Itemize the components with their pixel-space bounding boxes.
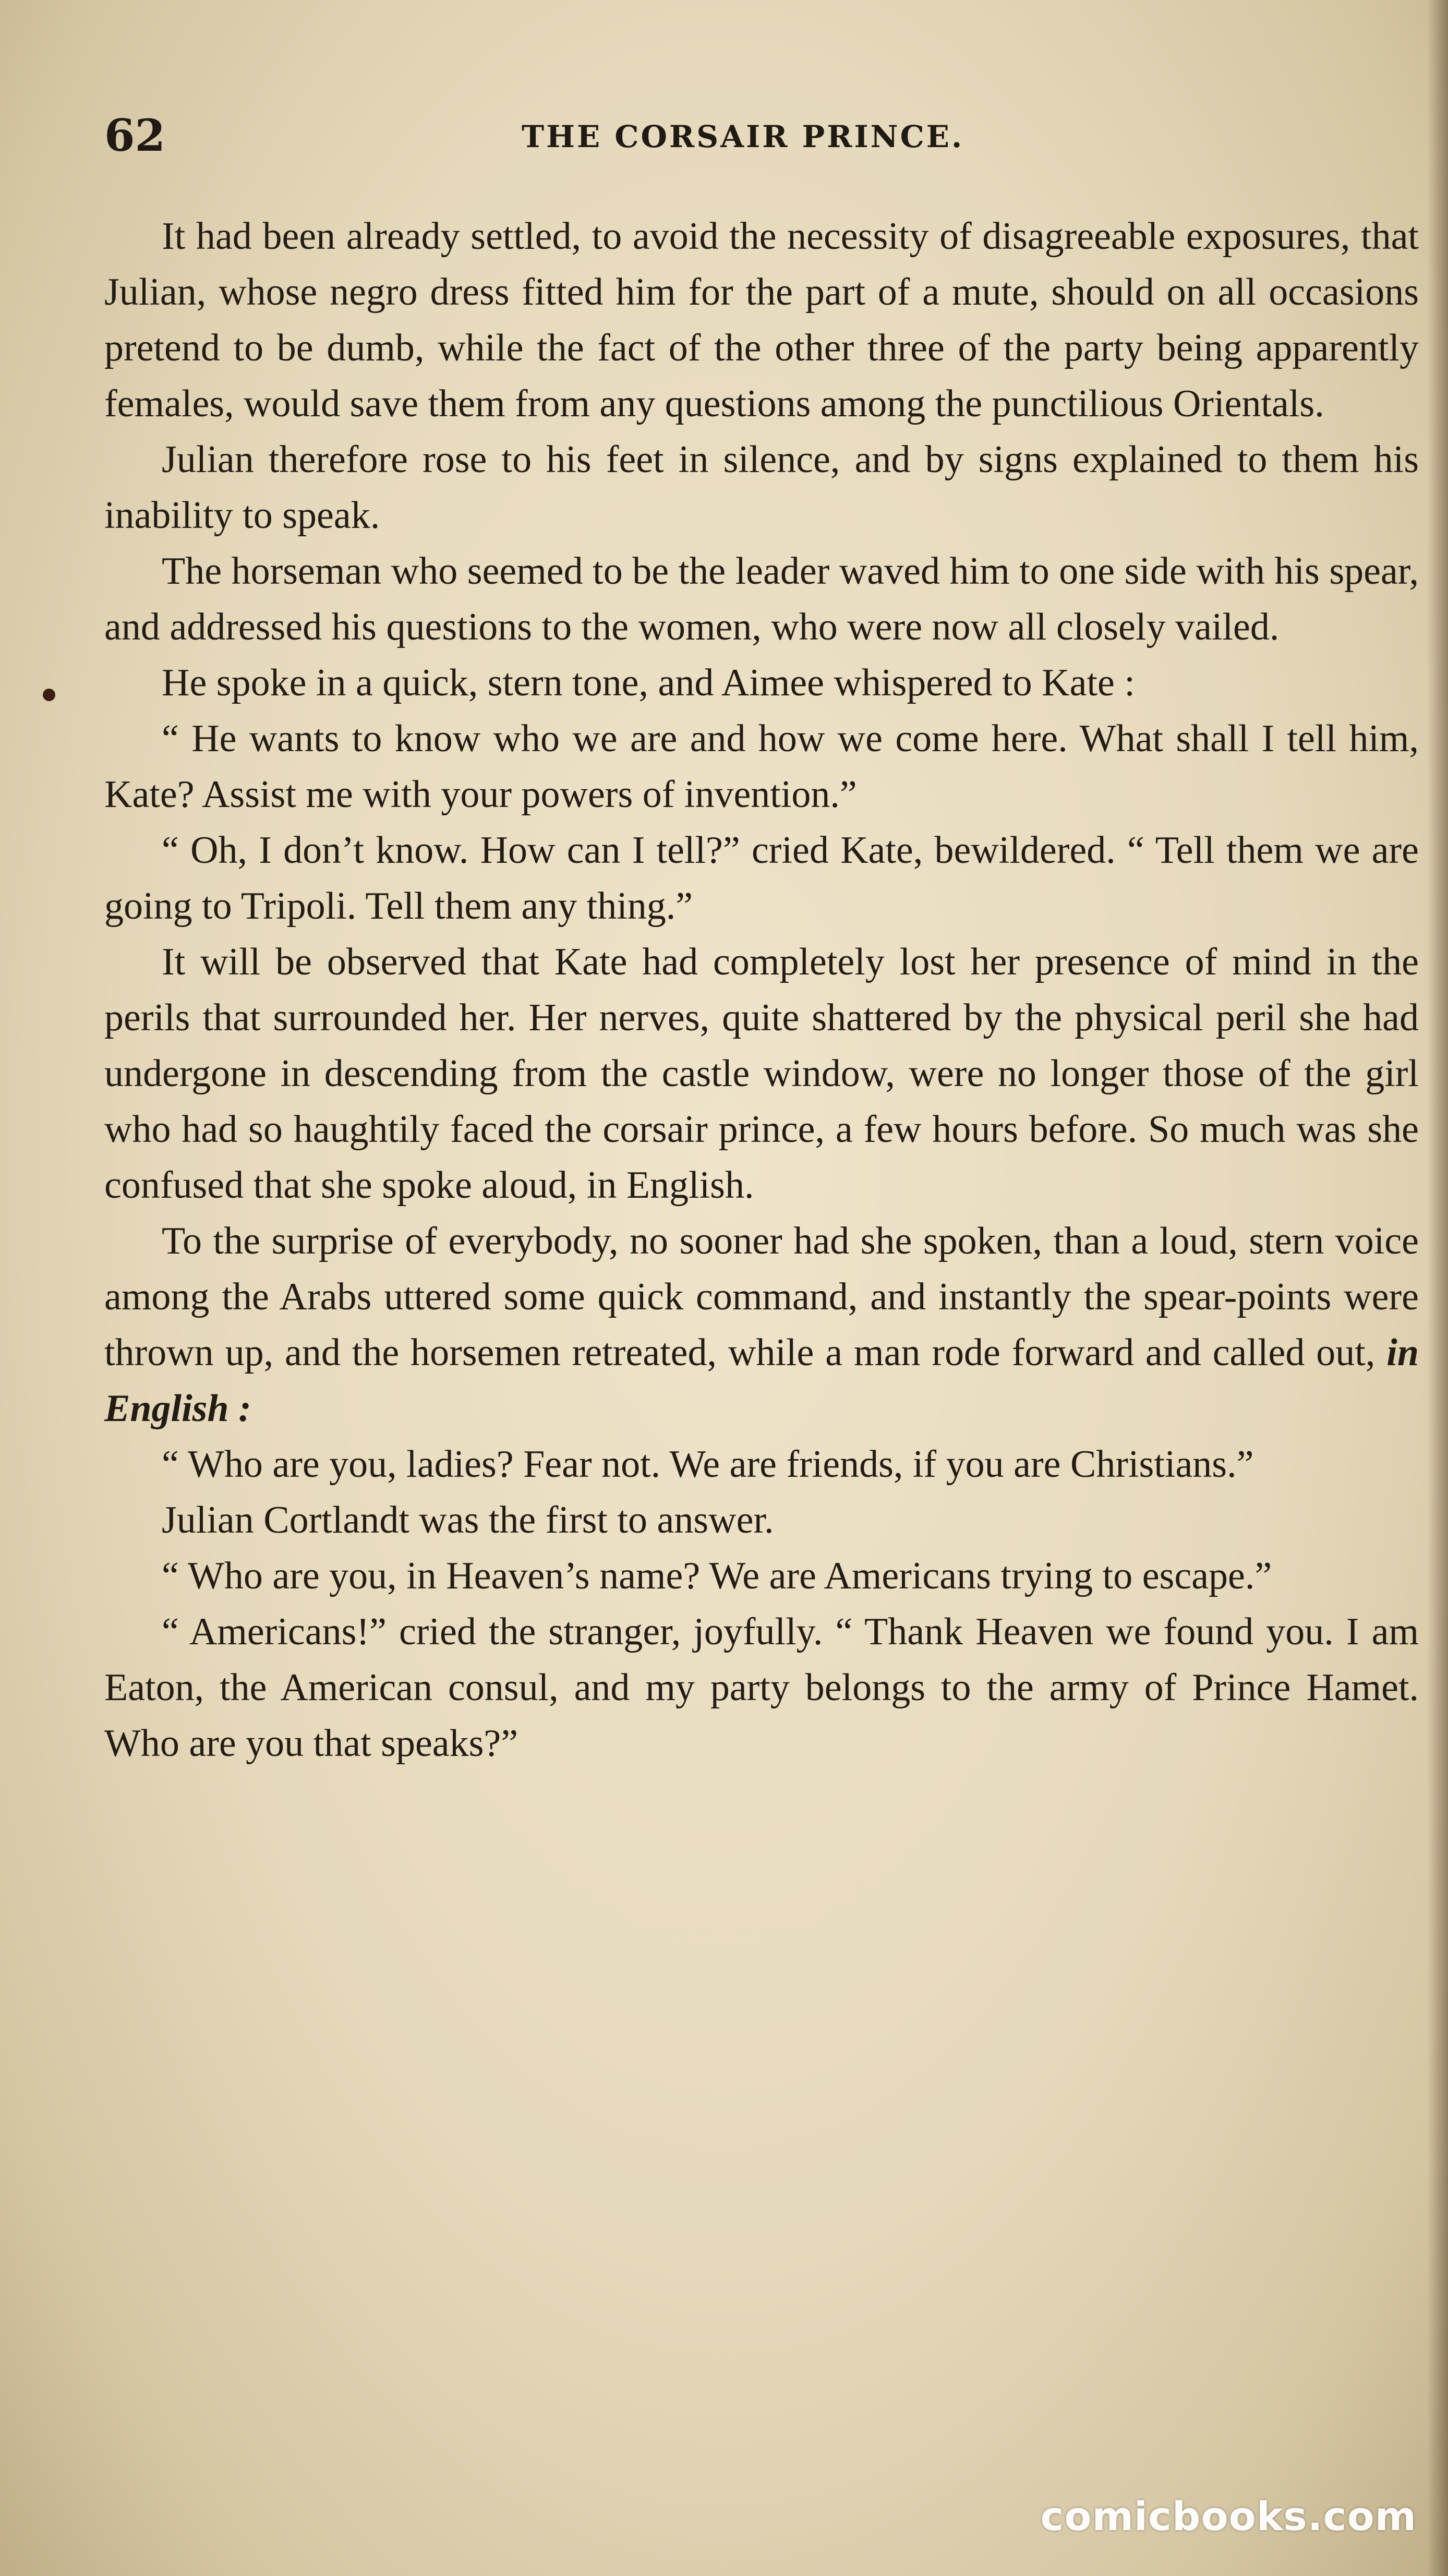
paragraph-5: “ He wants to know who we are and how we come here. What shall I tell him, Kate? Assist me with your powers of invention.” [104, 717, 1419, 816]
paragraph-10: Julian Cortlandt was the first to answer. [162, 1499, 774, 1542]
paragraph-8 [104, 1213, 1419, 1437]
in-english-emphasis: in English : [104, 1331, 1419, 1430]
paragraph-8-text: To the surprise of everybody, no sooner had she spoken, than a loud, stern voice among the Arabs uttered some quick command, and instantly the spear-points were thrown up, and the horsemen retreated, while a man rode forward and called out, [104, 1220, 1419, 1374]
ink-speck [43, 689, 55, 701]
running-head [104, 110, 1419, 167]
body-text [104, 209, 1419, 1772]
paragraph-6: “ Oh, I don’t know. How can I tell?” cried Kate, bewildered. “ Tell them we are going to Tripoli. Tell them any thing.” [104, 829, 1419, 928]
paragraph-12: “ Americans!” cried the stranger, joyfully. “ Thank Heaven we found you. I am Eaton, the American consul, and my party belongs to the army of Prince Hamet. Who are you that speaks?” [104, 1610, 1419, 1765]
page-number: 62 [104, 110, 165, 161]
book-title: THE CORSAIR PRINCE. [522, 119, 964, 154]
paragraph-11: “ Who are you, in Heaven’s name? We are Americans trying to escape.” [162, 1555, 1272, 1597]
watermark: comicbooks.com [1040, 2493, 1417, 2539]
paragraph-7: It will be observed that Kate had completely lost her presence of mind in the perils that surrounded her. Her nerves, quite shattered by the physical peril she had undergone in descending from the castle window, were no longer those of the girl who had so haughtily faced the corsair prince, a few hours before. So much was she confused that she spoke aloud, in English. [104, 941, 1419, 1207]
paragraph-3: The horseman who seemed to be the leader waved him to one side with his spear, and addressed his questions to the women, who were now all closely vailed. [104, 550, 1419, 648]
paragraph-2: Julian therefore rose to his feet in silence, and by signs explained to them his inability to speak. [104, 438, 1419, 537]
paragraph-1: It had been already settled, to avoid the necessity of disagreeable exposures, that Julian, whose negro dress fitted him for the part of a mute, should on all occasions pretend to be dumb, while the fact of the other three of the party being apparently females, would save them from any questions among the punctilious Orientals. [104, 215, 1419, 425]
page-edge-shadow [1427, 0, 1448, 2576]
paragraph-9: “ Who are you, ladies? Fear not. We are friends, if you are Christians.” [162, 1443, 1254, 1486]
paragraph-4: He spoke in a quick, stern tone, and Aimee whispered to Kate : [162, 661, 1135, 704]
